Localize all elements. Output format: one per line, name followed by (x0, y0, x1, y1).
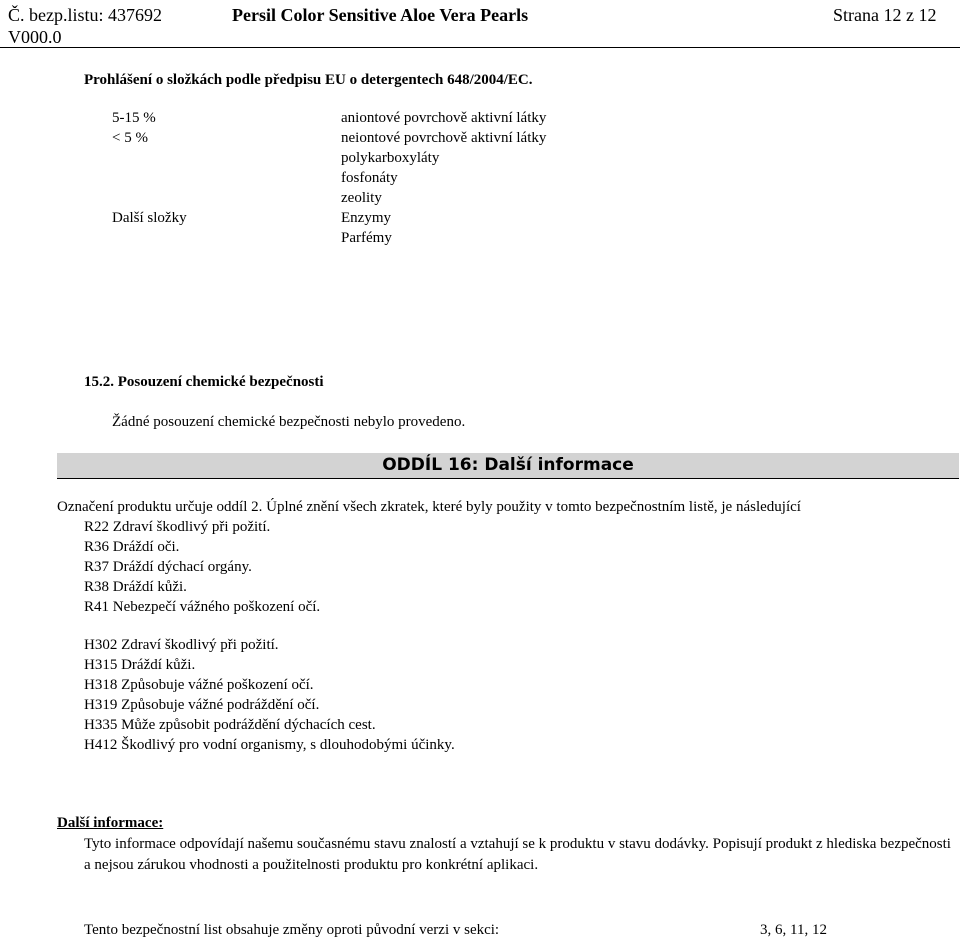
page-number: Strana 12 z 12 (833, 5, 937, 25)
h-phrase: H315 Dráždí kůži. (84, 657, 196, 673)
range-label: Další složky (112, 210, 187, 226)
section-16-intro: Označení produktu určuje oddíl 2. Úplné znění všech zkratek, které byly použity v tomto bezpečnostním listě, je následující (57, 499, 801, 515)
h-phrase: H302 Zdraví škodlivý při požití. (84, 637, 279, 653)
ingredient: fosfonáty (341, 170, 398, 186)
section-15-2-text: Žádné posouzení chemické bezpečnosti nebylo provedeno. (112, 414, 466, 430)
version: V000.0 (8, 27, 62, 47)
header-rule (0, 47, 960, 48)
ingredient: neiontové povrchově aktivní látky (341, 130, 547, 146)
ingredient: aniontové povrchově aktivní látky (341, 110, 547, 126)
r-phrase: R22 Zdraví škodlivý při požití. (84, 519, 271, 535)
h-phrase: H319 Způsobuje vážné podráždění očí. (84, 697, 320, 713)
product-name: Persil Color Sensitive Aloe Vera Pearls (232, 5, 529, 25)
h-phrase: H318 Způsobuje vážné poškození očí. (84, 677, 314, 693)
section-16-title: ODDÍL 16: Další informace (382, 455, 634, 475)
range-label: 5-15 % (112, 110, 156, 126)
range-label: < 5 % (112, 130, 148, 146)
changes-label: Tento bezpečnostní list obsahuje změny oproti původní verzi v sekci: (84, 922, 500, 938)
further-info-label: Další informace: (57, 815, 164, 831)
ingredient: polykarboxyláty (341, 150, 440, 166)
ingredient: Enzymy (341, 210, 391, 226)
h-phrase: H412 Škodlivý pro vodní organismy, s dlouhodobými účinky. (84, 737, 455, 753)
r-phrase: R36 Dráždí oči. (84, 539, 180, 555)
r-phrase: R37 Dráždí dýchací orgány. (84, 559, 252, 575)
declaration-title: Prohlášení o složkách podle předpisu EU o detergentech 648/2004/EC. (84, 72, 533, 88)
changes-sections: 3, 6, 11, 12 (760, 922, 827, 938)
section-15-2-heading: 15.2. Posouzení chemické bezpečnosti (84, 374, 324, 390)
h-phrase: H335 Může způsobit podráždění dýchacích cest. (84, 717, 376, 733)
ingredient: Parfémy (341, 230, 392, 246)
r-phrase: R38 Dráždí kůži. (84, 579, 187, 595)
r-phrase: R41 Nebezpečí vážného poškození očí. (84, 599, 321, 615)
ingredient: zeolity (341, 190, 382, 206)
section-16-bar (57, 453, 959, 479)
sheet-number: Č. bezp.listu: 437692 (8, 5, 162, 25)
further-info-text: Tyto informace odpovídají našemu současnému stavu znalostí a vztahují se k produktu v stavu dodávky. Popisují produkt z hlediska bezpečnosti a nejsou zárukou vhodnosti a použitelnosti produktu pro konkrétní aplikaci. (84, 836, 951, 873)
